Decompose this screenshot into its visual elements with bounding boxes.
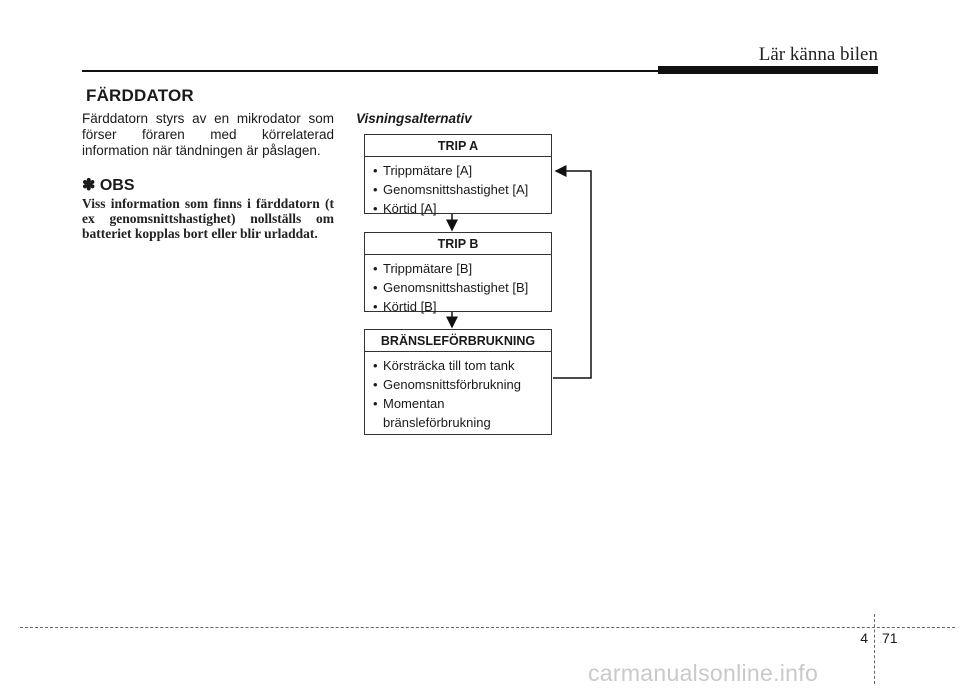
list-item — [373, 259, 551, 278]
bullet-icon: • — [373, 377, 378, 392]
bullet-icon: • — [373, 261, 378, 276]
list-item-continuation: bränsleförbrukning — [383, 415, 491, 430]
note-heading: ✽ OBS — [82, 177, 135, 194]
note-text: Viss information som finns i färddatorn (t ex genomsnittshastighet) nollställs om batteriet kopplas bort eller blir urladdat. — [82, 196, 334, 241]
footer-rule — [20, 627, 955, 628]
list-item-text: Genomsnittshastighet [A] — [383, 182, 529, 197]
bullet-icon: • — [373, 280, 378, 295]
bullet-icon: • — [373, 396, 378, 411]
list-item-text: Körtid [B] — [383, 299, 437, 314]
list-item-text: Körtid [A] — [383, 201, 437, 216]
bullet-icon: • — [373, 299, 378, 314]
watermark: carmanualsonline.info — [588, 660, 819, 686]
bullet-icon: • — [373, 358, 378, 373]
list-item — [373, 356, 551, 375]
fuel-consumption-box — [364, 329, 552, 435]
trip-a-title: TRIP A — [365, 135, 551, 157]
trip-b-box — [364, 232, 552, 312]
chapter-number: 4 — [860, 630, 868, 646]
list-item-text: Trippmätare [B] — [383, 261, 473, 276]
list-item — [373, 278, 551, 297]
bullet-icon: • — [373, 163, 378, 178]
list-item — [373, 199, 551, 218]
section-title: FÄRDDATOR — [86, 86, 194, 105]
fuel-consumption-title: BRÄNSLEFÖRBRUKNING — [365, 330, 551, 352]
list-item — [373, 297, 551, 316]
list-item — [373, 180, 551, 199]
list-item-text: Körsträcka till tom tank — [383, 358, 515, 373]
list-item — [373, 161, 551, 180]
chapter-header-title: Lär känna bilen — [758, 44, 878, 65]
display-options-heading: Visningsalternativ — [356, 111, 472, 126]
list-item-text: Momentan — [383, 396, 445, 411]
bullet-icon: • — [373, 182, 378, 197]
footer-divider — [874, 614, 875, 684]
list-item-text: Genomsnittshastighet [B] — [383, 280, 529, 295]
trip-b-title: TRIP B — [365, 233, 551, 255]
trip-a-box — [364, 134, 552, 214]
list-item-text: Trippmätare [A] — [383, 163, 473, 178]
list-item-text: Genomsnittsförbrukning — [383, 377, 522, 392]
intro-paragraph: Färddatorn styrs av en mikrodator som förser föraren med körrelaterad information när tändningen är påslagen. — [82, 111, 334, 158]
page-number: 71 — [882, 630, 898, 646]
list-item — [373, 394, 551, 432]
list-item — [373, 375, 551, 394]
arrow-fuel-back-to-trip-a — [553, 171, 591, 378]
bullet-icon: • — [373, 201, 378, 216]
